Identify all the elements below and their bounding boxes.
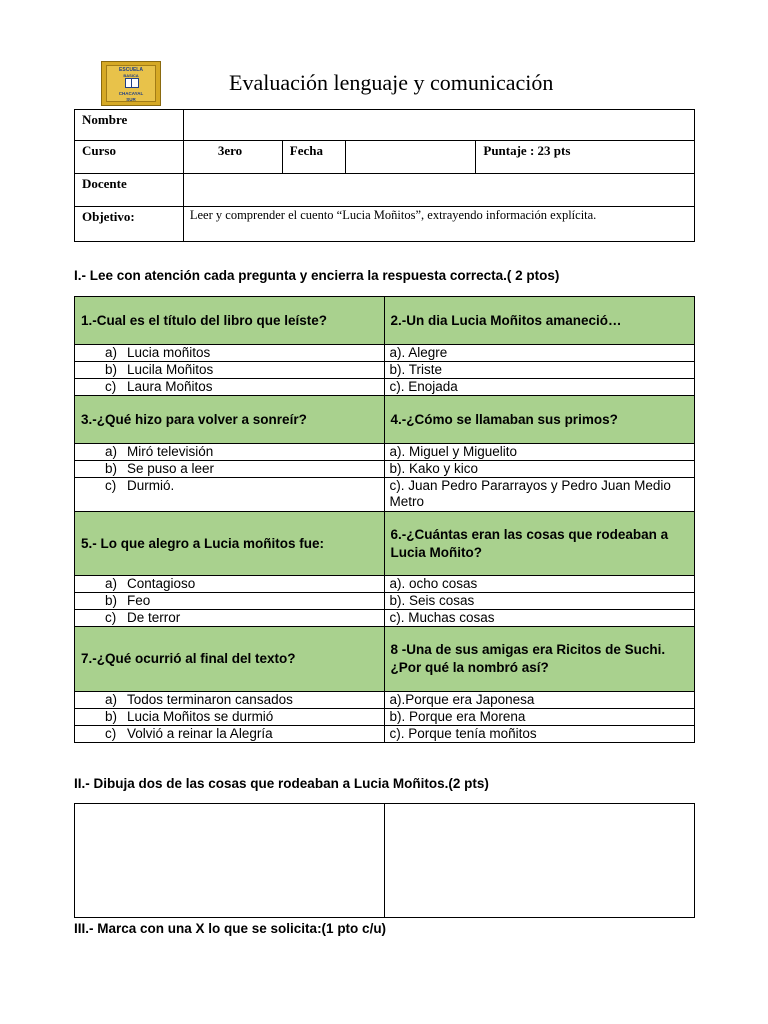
drawing-box-1[interactable] (75, 804, 385, 918)
option-4c[interactable]: c). Juan Pedro Pararrayos y Pedro Juan Medio Metro (384, 478, 694, 512)
option-2a[interactable]: a). Alegre (384, 345, 694, 362)
logo-text-2: BASICA (123, 73, 139, 78)
objetivo-label: Objetivo: (75, 207, 184, 242)
book-icon (125, 78, 139, 88)
section-2-heading: II.- Dibuja dos de las cosas que rodeaban a Lucia Moñitos.(2 pts) (74, 776, 489, 791)
logo-text-3: CHACAYAL (118, 91, 144, 96)
question-8: 8 -Una de sus amigas era Ricitos de Suchi. ¿Por qué la nombró así? (384, 627, 694, 692)
option-2b[interactable]: b). Triste (384, 362, 694, 379)
option-4a[interactable]: a). Miguel y Miguelito (384, 444, 694, 461)
question-3: 3.-¿Qué hizo para volver a sonreír? (75, 396, 385, 444)
question-6: 6.-¿Cuántas eran las cosas que rodeaban a Lucia Moñito? (384, 512, 694, 576)
option-5a[interactable]: a) Contagioso (75, 576, 385, 593)
objetivo-text: Leer y comprender el cuento “Lucia Moñitos”, extrayendo información explícita. (183, 207, 694, 242)
question-4: 4.-¿Cómo se llamaban sus primos? (384, 396, 694, 444)
option-8a[interactable]: a).Porque era Japonesa (384, 692, 694, 709)
logo-text-1: ESCUELA (119, 67, 143, 73)
option-8c[interactable]: c). Porque tenía moñitos (384, 726, 694, 743)
option-3c[interactable]: c) Durmió. (75, 478, 385, 512)
option-3a[interactable]: a) Miró televisión (75, 444, 385, 461)
question-7: 7.-¿Qué ocurrió al final del texto? (75, 627, 385, 692)
page-title: Evaluación lenguaje y comunicación (229, 70, 554, 95)
option-1c[interactable]: c) Laura Moñitos (75, 379, 385, 396)
question-2: 2.-Un dia Lucia Moñitos amaneció… (384, 297, 694, 345)
option-7a[interactable]: a) Todos terminaron cansados (75, 692, 385, 709)
option-2c[interactable]: c). Enojada (384, 379, 694, 396)
option-7b[interactable]: b) Lucia Moñitos se durmió (75, 709, 385, 726)
logo-text-4: SUR (126, 97, 136, 102)
docente-label: Docente (75, 174, 184, 207)
option-7c[interactable]: c) Volvió a reinar la Alegría (75, 726, 385, 743)
option-8b[interactable]: b). Porque era Morena (384, 709, 694, 726)
fecha-label: Fecha (282, 141, 345, 174)
nombre-label: Nombre (75, 110, 184, 141)
drawing-box-2[interactable] (384, 804, 695, 918)
option-4b[interactable]: b). Kako y kico (384, 461, 694, 478)
school-logo (101, 61, 161, 106)
curso-value: 3ero (183, 141, 282, 174)
question-1: 1.-Cual es el título del libro que leíste? (75, 297, 385, 345)
student-info-table (74, 109, 695, 242)
option-6b[interactable]: b). Seis cosas (384, 593, 694, 610)
docente-field[interactable] (183, 174, 694, 207)
questions-table (74, 296, 695, 743)
nombre-field[interactable] (183, 110, 694, 141)
option-6a[interactable]: a). ocho cosas (384, 576, 694, 593)
option-5c[interactable]: c) De terror (75, 610, 385, 627)
section-1-heading: I.- Lee con atención cada pregunta y encierra la respuesta correcta.( 2 ptos) (74, 268, 560, 283)
drawing-table (74, 803, 695, 918)
option-6c[interactable]: c). Muchas cosas (384, 610, 694, 627)
option-5b[interactable]: b) Feo (75, 593, 385, 610)
question-5: 5.- Lo que alegro a Lucia moñitos fue: (75, 512, 385, 576)
puntaje-label: Puntaje : 23 pts (476, 141, 695, 174)
option-1b[interactable]: b) Lucila Moñitos (75, 362, 385, 379)
fecha-field[interactable] (345, 141, 476, 174)
option-1a[interactable]: a) Lucia moñitos (75, 345, 385, 362)
option-3b[interactable]: b) Se puso a leer (75, 461, 385, 478)
curso-label: Curso (75, 141, 184, 174)
section-3-heading: III.- Marca con una X lo que se solicita:(1 pto c/u) (74, 921, 387, 936)
